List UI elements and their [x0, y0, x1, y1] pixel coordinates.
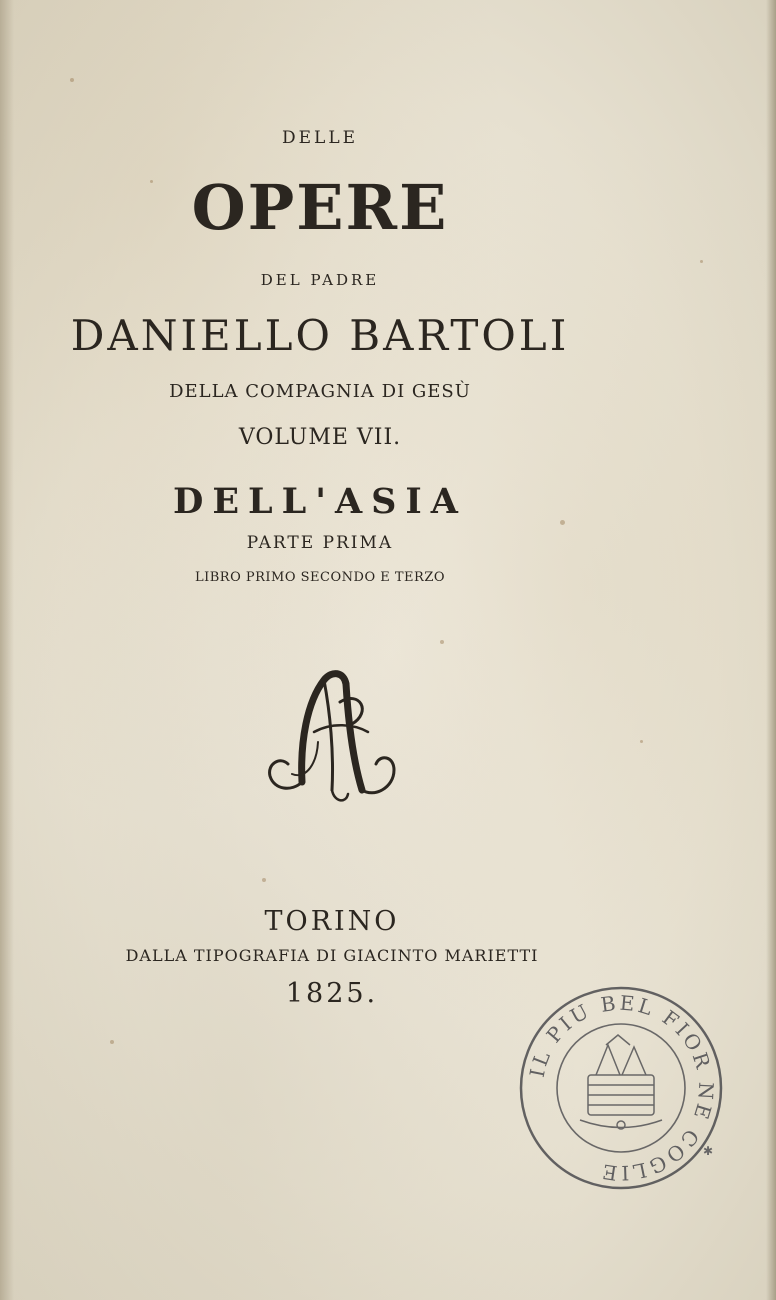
stamp-star-icon: ✱	[703, 1144, 714, 1158]
foxing-spot	[110, 1040, 114, 1044]
stamp-emblem-icon	[580, 1035, 662, 1129]
foxing-spot	[640, 740, 643, 743]
imprint-year: 1825.	[285, 978, 379, 1009]
volume-number: VOLUME VII.	[238, 425, 402, 450]
title-line-opere: OPERE	[191, 171, 449, 244]
foxing-spot	[70, 78, 74, 82]
imprint-printer: DALLA TIPOGRAFIA DI GIACINTO MARIETTI	[125, 946, 539, 965]
foxing-spot	[700, 260, 703, 263]
stamp-motto: IL PIU BEL FIOR NE COGLIE	[524, 990, 719, 1186]
work-books: LIBRO PRIMO SECONDO E TERZO	[194, 570, 446, 585]
paper-edge-right	[766, 0, 776, 1300]
library-stamp	[518, 985, 724, 1191]
author-name: DANIELLO BARTOLI	[70, 311, 570, 360]
title-line-delle: DELLE	[281, 128, 359, 148]
printer-monogram-icon	[262, 662, 402, 807]
work-title: DELL'ASIA	[173, 481, 467, 522]
title-line-del-padre: DEL PADRE	[260, 271, 380, 289]
author-affiliation: DELLA COMPAGNIA DI GESÙ	[169, 381, 471, 402]
imprint-city: TORINO	[264, 906, 400, 937]
work-part: PARTE PRIMA	[246, 533, 394, 553]
svg-text:IL PIU BEL FIOR NE COGLIE	[525, 991, 719, 1186]
foxing-spot	[440, 640, 444, 644]
foxing-spot	[262, 878, 266, 882]
